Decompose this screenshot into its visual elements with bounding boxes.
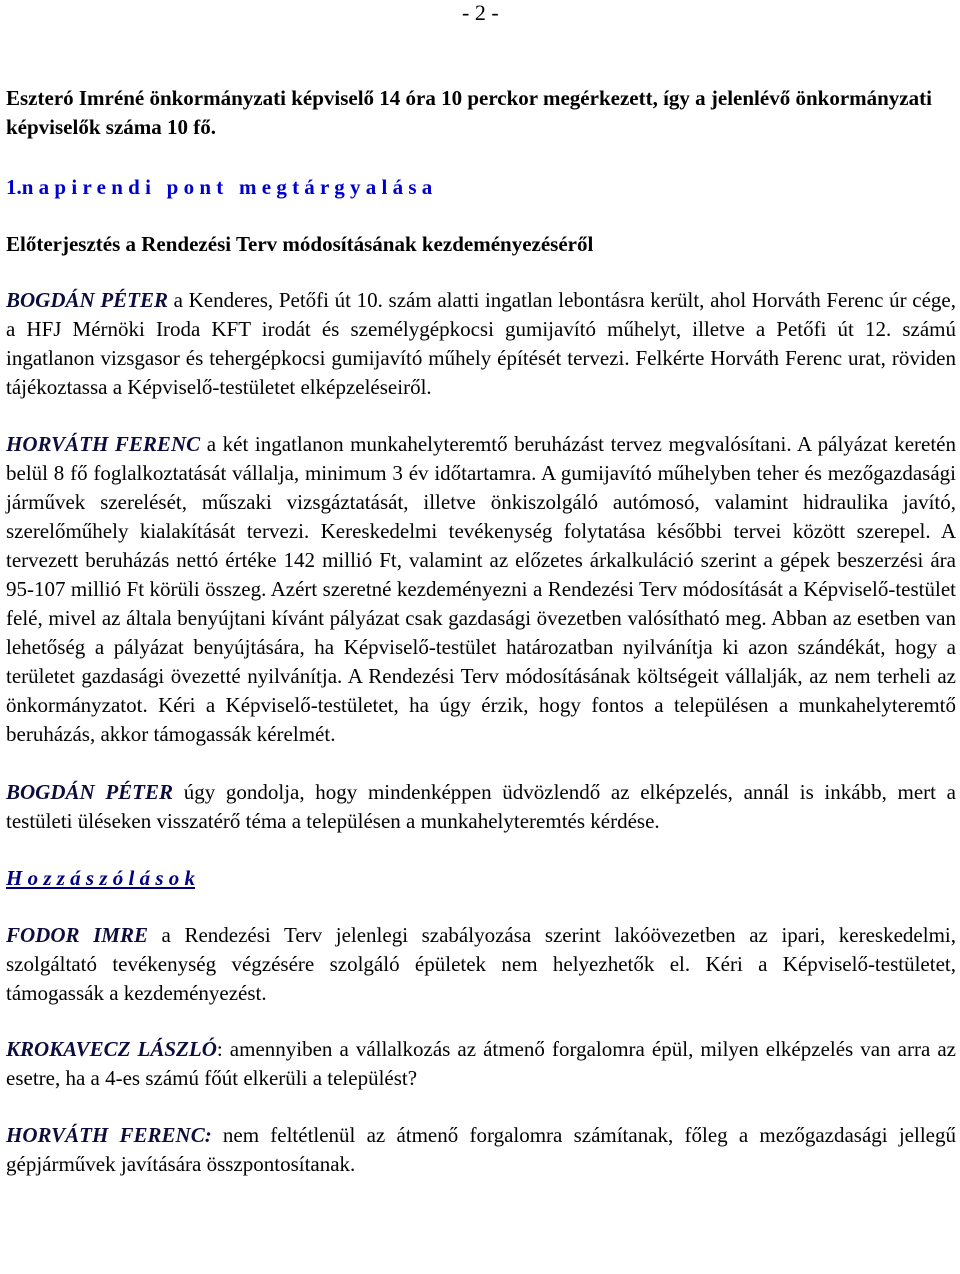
speaker-name: FODOR IMRE (6, 923, 148, 947)
paragraph-horvath-2 (6, 1121, 956, 1179)
paragraph-text: úgy gondolja, hogy mindenképpen üdvözlendő az elképzelés, annál is inkább, mert a testületi üléseken visszatérő téma a településen a munkahelyteremtés kérdése. (6, 780, 956, 833)
page-number: - 2 - (462, 0, 499, 25)
paragraph-text: a Rendezési Terv jelenlegi szabályozása szerint lakóövezetben az ipari, kereskedelmi, szolgáltató tevékenység végzésére szolgáló épületek nem helyezhetők el. Kéri a Képviselő-testületet, támogassák a kezdeményezést. (6, 923, 956, 1005)
paragraph-bogdan-2 (6, 778, 956, 836)
agenda-title: Előterjesztés a Rendezési Terv módosításának kezdeményezéséről (6, 232, 594, 256)
paragraph-text: a Kenderes, Petőfi út 10. szám alatti ingatlan lebontásra került, ahol Horváth Ferenc úr cége, a HFJ Mérnöki Iroda KFT irodát és személygépkocsi gumijavító műhelyt, illetve a Petőfi út 12. számú ingatlanon vizsgasor és tehergépkocsi gumijavító műhely építését tervezi. Felkérte Horváth Ferenc urat, röviden tájékoztassa a Képviselő-testületet elképzeléseiről. (6, 288, 956, 399)
paragraph-krokavecz (6, 1035, 956, 1093)
comments-heading: H o z z á s z ó l á s o k (6, 866, 196, 890)
paragraph-text: a két ingatlanon munkahelyteremtő beruházást tervez megvalósítani. A pályázat keretén belül 8 fő foglalkoztatását vállalja, minimum 3 év időtartamra. A gumijavító műhelyben teher és mezőgazdasági járművek szerelését, műszaki vizsgáztatását, illetve önkiszolgáló autómosó, valamint hidraulika javító, szerelőműhely kialakítását tervezi. Kereskedelmi tevékenység folytatása későbbi tervei között szerepel. A tervezett beruházás nettó értéke 142 millió Ft, valamint az előzetes árkalkuláció szerint a gépek beszerzési ára 95-107 millió Ft körüli összeg. Azért szeretné kezdeményezni a Rendezési Terv módosítását a Képviselő-testület felé, mivel az általa benyújtani kívánt pályázat csak gazdasági övezetben valósítható meg. Abban az esetben van lehetőség a pályázat benyújtására, ha Képviselő-testület határozatban nyilvánítja ki azon szándékát, hogy a területet gazdasági övezetté nyilvánítja. A Rendezési Terv módosításának költségeit vállalják, az nem terheli az önkormányzatot. Kéri a Képviselő-testületet, ha úgy érzik, hogy fontos a településen a munkahelyteremtő beruházás, akkor támogassák kérelmét. (6, 432, 956, 746)
speaker-name: BOGDÁN PÉTER (6, 288, 169, 312)
speaker-name: HORVÁTH FERENC: (6, 1123, 212, 1147)
agenda-item-heading: 1.n a p i r e n d i p o n t m e g t á r g y a l á s a (6, 175, 433, 199)
paragraph-text: nem feltétlenül az átmenő forgalomra számítanak, főleg a mezőgazdasági jellegű gépjárművek javítására összpontosítanak. (6, 1123, 956, 1176)
speaker-name: BOGDÁN PÉTER (6, 780, 174, 804)
document-body (6, 84, 956, 1179)
paragraph-horvath-1 (6, 430, 956, 749)
paragraph-bogdan-1 (6, 286, 956, 402)
paragraph-fodor (6, 921, 956, 1008)
paragraph-text: : amennyiben a vállalkozás az átmenő forgalomra épül, milyen elképzelés van arra az esetre, ha a 4-es számú főút elkerüli a települést? (6, 1037, 956, 1090)
speaker-name: HORVÁTH FERENC (6, 432, 201, 456)
speaker-name: KROKAVECZ LÁSZLÓ (6, 1037, 217, 1061)
attendance-paragraph: Eszteró Imréné önkormányzati képviselő 14 óra 10 perckor megérkezett, így a jelenlévő önkormányzati képviselők száma 10 fő. (6, 86, 932, 139)
